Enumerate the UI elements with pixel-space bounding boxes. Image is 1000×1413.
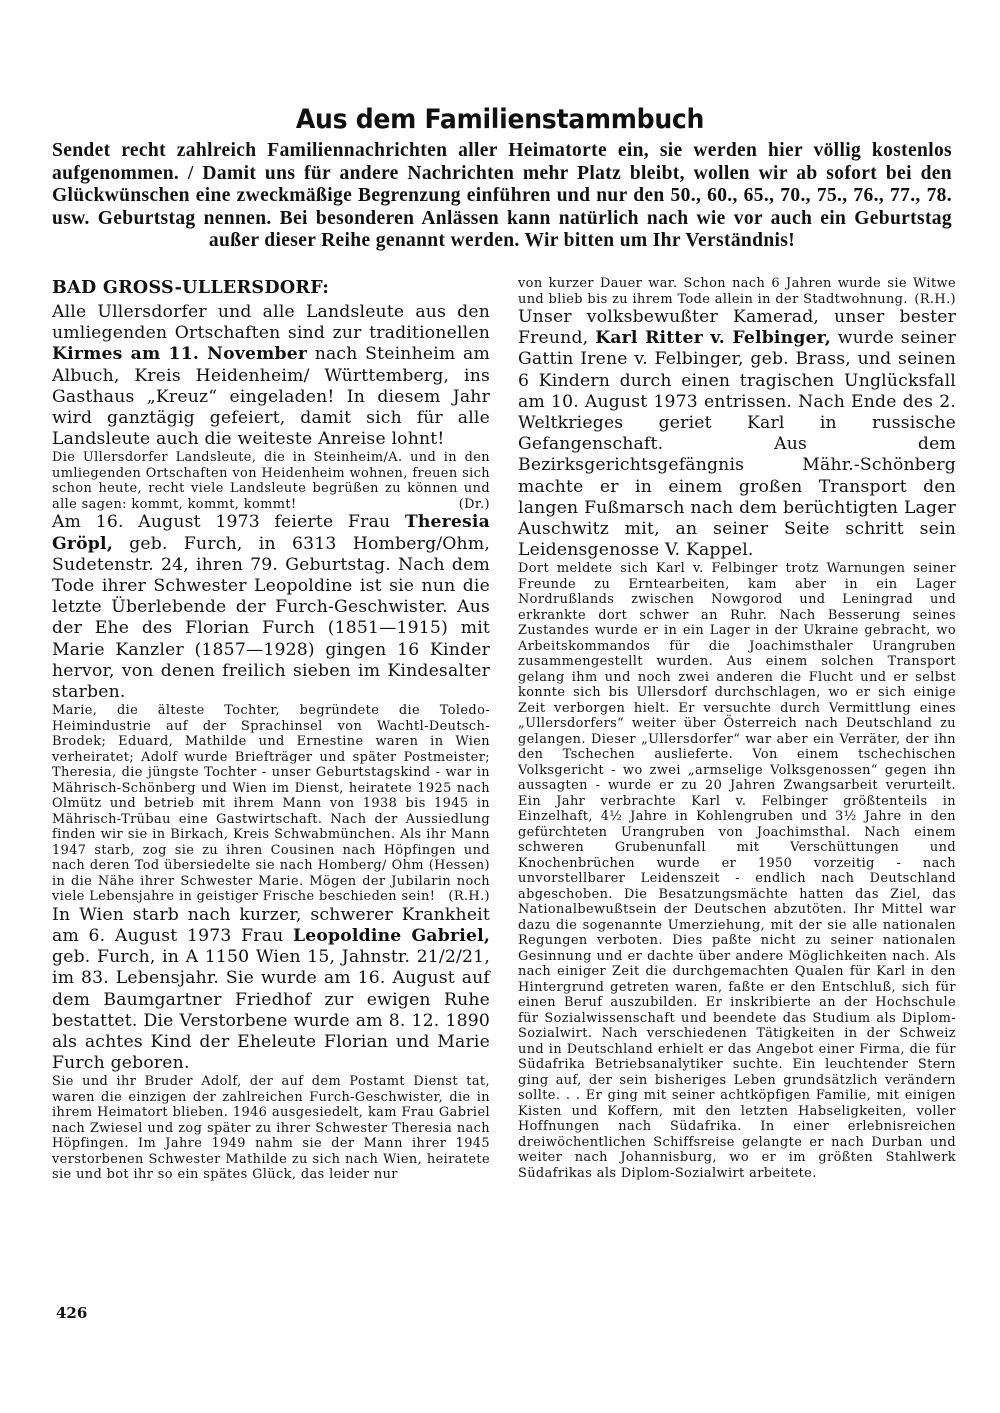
kirmes-detail xyxy=(52,450,490,512)
author-signature: (Dr.) xyxy=(458,496,490,512)
obituary-continuation xyxy=(518,276,956,307)
birthday-detail xyxy=(52,703,490,905)
bold-run: Leopoldine Gabriel, xyxy=(292,925,490,946)
text-run: geb. Furch, in 6313 Homberg/Ohm, Sudetenstr. 24, ihren 79. Geburtstag. Nach dem Tode ihrer Schwester Leopoldine ist sie nun die letzte Überlebende der Furch-Geschwister. Aus der Ehe des Florian Furch (1851—1915) mit Marie Kanzler (1857—1928) gingen 16 Kinder hervor, von denen freilich sieben im Kindesalter starben. xyxy=(52,533,490,703)
birthday-announcement xyxy=(52,512,490,703)
intro-notice: Sendet recht zahlreich Familiennachrichten aller Heimatorte ein, sie werden hier völlig kostenlos aufgenommen. / Damit uns für andere Nachrichten mehr Platz bleibt, wollen wir ab sofort bei den Glückwünschen eine zweckmäßige Begrenzung einführen und nur den 50., 60., 65., 70., 75., 76., 77., 78. usw. Geburtstag nennen. Bei besonderen Anlässen kann natürlich nach wie vor auch ein Geburtstag außer dieser Reihe genannt werden. Wir bitten um Ihr Verständnis! xyxy=(52,140,952,251)
page-title: Aus dem Familienstammbuch xyxy=(295,104,705,135)
text-run: Unser volksbewußter Kamerad, unser bester Freund, xyxy=(518,307,956,349)
text-run: nach Steinheim am Albuch, Kreis Heidenheim/ Württemberg, ins Gasthaus „Kreuz“ eingeladen! In diesem Jahr wird ganztägig gefeiert, damit sich für alle Landsleute auch die weiteste Anreise lohnt! xyxy=(52,344,490,450)
obituary-detail: Sie und ihr Bruder Adolf, der auf dem Postamt Dienst tat, waren die einzigen der zahlreichen Furch-Geschwister, die in ihrem Heimatort blieben. 1946 ausgesiedelt, kam Frau Gabriel nach Zwiesel und zog später zu ihrer Schwester Theresia nach Höpfingen. Im Jahre 1949 nahm sie der Mann ihrer 1945 verstorbenen Schwester Mathilde zu sich nach Wien, heiratete sie und bot ihr so ein spätes Glück, das leider nur xyxy=(52,1074,490,1183)
text-run: Am 16. August 1973 feierte Frau xyxy=(52,512,405,533)
obituary-announcement xyxy=(52,905,490,1075)
text-run: In Wien starb nach kurzer, schwerer Krankheit am 6. August 1973 Frau xyxy=(52,904,490,946)
page-number: 426 xyxy=(56,1304,88,1322)
bold-run: Karl Ritter v. Felbinger, xyxy=(595,328,831,349)
text-run: von kurzer Dauer war. Schon nach 6 Jahren wurde sie Witwe und blieb bis zu ihrem Tode allein in der Stadtwohnung. xyxy=(518,276,956,307)
text-run: Alle Ullersdorfer und alle Landsleute aus den umliegenden Ortschaften sind zur traditionellen xyxy=(52,302,490,344)
text-run: Die Ullersdorfer Landsleute, die in Steinheim/A. und in den umliegenden Ortschaften von Heidenheim wohnen, freuen sich schon heute, recht viele Landsleute begrüßen zu können und alle sagen: kommt, kommt, kommt! xyxy=(52,450,490,512)
bold-run: Theresia Gröpl, xyxy=(52,512,490,554)
section-heading: BAD GROSS-ULLERSDORF: xyxy=(52,278,330,298)
felbinger-detail: Dort meldete sich Karl v. Felbinger trotz Warnungen seiner Freunde zu Erntearbeiten, kam aber in ein Lager Nordrußlands zwischen Nowgorod und Leningrad und erkrankte dort schwer an Ruhr. Nach Besserung seines Zustandes wurde er in ein Lager in der Ukraine gebracht, wo Arbeitskommandos für die Joachimsthaler Urangruben zusammengestellt wurden. Aus einem solchen Transport gelang ihm und noch zwei anderen die Flucht und er selbst konnte sich bis Ullersdorf durchschlagen, wo er sich einige Zeit verborgen hielt. Er versuchte durch Vermittlung eines „Ullersdorfers“ weiter über Österreich nach Deutschland zu gelangen. Dieser „Ullersdorfer“ war aber ein Verräter, der ihn den Tschechen auslieferte. Von einem tschechischen Volksgericht - wo zwei „armselige Volksgenossen“ gegen ihn aussagten - wurde er zu 20 Jahren Zwangsarbeit verurteilt. Ein Jahr verbrachte Karl v. Felbinger größtenteils in Einzelhaft, 4½ Jahre in Kohlengruben und 3½ Jahre in den gefürchteten Urangruben von Joachimsthal. Nach einem schweren Grubenunfall mit Verschüttungen und Knochenbrüchen wurde er 1950 vorzeitig - nach unvorstellbarer Leidenszeit - endlich nach Deutschland abgeschoben. Die Besatzungsmächte hatten das Ziel, das Nationalbewußtsein der Deutschen abzutöten. Ihr Mittel war dazu die sogenannte Umerziehung, mit der sie alle nationalen Regungen verboten. Dies paßte nicht zu seiner nationalen Gesinnung und er dachte über andere Möglichkeiten nach. Als nach einiger Zeit die durchgemachten Qualen für Karl in den Hintergrund getreten waren, faßte er den Entschluß, sich für einen Beruf auszubilden. Er inskribierte an der Hochschule für Sozialwissenschaft und beendete das Studium als Diplom-Sozialwirt. Nach verschiedenen Tätigkeiten in der Schweiz und in Deutschland erhielt er das Angebot einer Firma, die für Südafrika Betriebsanalytiker suchte. Ein leuchtender Stern ging auf, der sein bisheriges Leben grundsätzlich verändern sollte. . . Er ging mit seiner achtköpfigen Familie, mit einigen Kisten und Koffern, mit den letzten Habseligkeiten, voller Hoffnungen nach Südafrika. In einer erlebnisreichen dreiwöchentlichen Schiffsreise gelangte er nach Durban und weiter nach Johannisburg, wo er im größten Stahlwerk Südafrikas als Diplom-Sozialwirt arbeitete. xyxy=(518,561,956,1181)
author-signature: (R.H.) xyxy=(448,889,490,905)
right-column xyxy=(518,276,956,1181)
kirmes-announcement xyxy=(52,302,490,450)
author-signature: (R.H.) xyxy=(914,291,956,307)
text-run: wurde seiner Gattin Irene v. Felbinger, geb. Brass, und seinen 6 Kindern durch einen tragischen Unglücksfall am 10. August 1973 entrissen. Nach Ende des 2. Weltkrieges geriet Karl in russische Gefangenschaft. Aus dem Bezirksgerichtsgefängnis Mähr.-Schönberg machte er in einem großen Transport den langen Fußmarsch nach dem berüchtigten Lager Auschwitz mit, an seiner Seite schritt sein Leidensgenosse V. Kappel. xyxy=(518,328,956,561)
text-run: Marie, die älteste Tochter, begründete die Toledo-Heimindustrie auf der Sprachinsel von Wachtl-Deutsch-Brodek; Eduard, Mathilde und Ernestine waren in Wien verheiratet; Adolf wurde Briefträger und später Postmeister; Theresia, die jüngste Tochter - unser Geburtstagskind - war in Mährisch-Schönberg und Wien im Dienst, heiratete 1925 nach Olmütz und betrieb mit ihrem Mann von 1938 bis 1945 in Mährisch-Trübau eine Gastwirtschaft. Nach der Aussiedlung finden wir sie in Birkach, Kreis Schwabmünchen. Als ihr Mann 1947 starb, zog sie zu ihren Cousinen nach Höpfingen und nach deren Tod übersiedelte sie nach Homberg/ Ohm (Hessen) in die Nähe ihrer Schwester Marie. Mögen der Jubilarin noch viele Lebensjahre in geistiger Frische beschieden sein! xyxy=(52,703,490,905)
text-run: geb. Furch, in A 1150 Wien 15, Jahnstr. 21/2/21, im 83. Lebensjahr. Sie wurde am 16. August auf dem Baumgartner Friedhof zur ewigen Ruhe bestattet. Die Verstorbene wurde am 8. 12. 1890 als achtes Kind der Eheleute Florian und Marie Furch geboren. xyxy=(52,947,490,1074)
felbinger-obituary xyxy=(518,307,956,561)
bold-run: Kirmes am 11. November xyxy=(52,344,308,365)
left-column xyxy=(52,276,490,1183)
